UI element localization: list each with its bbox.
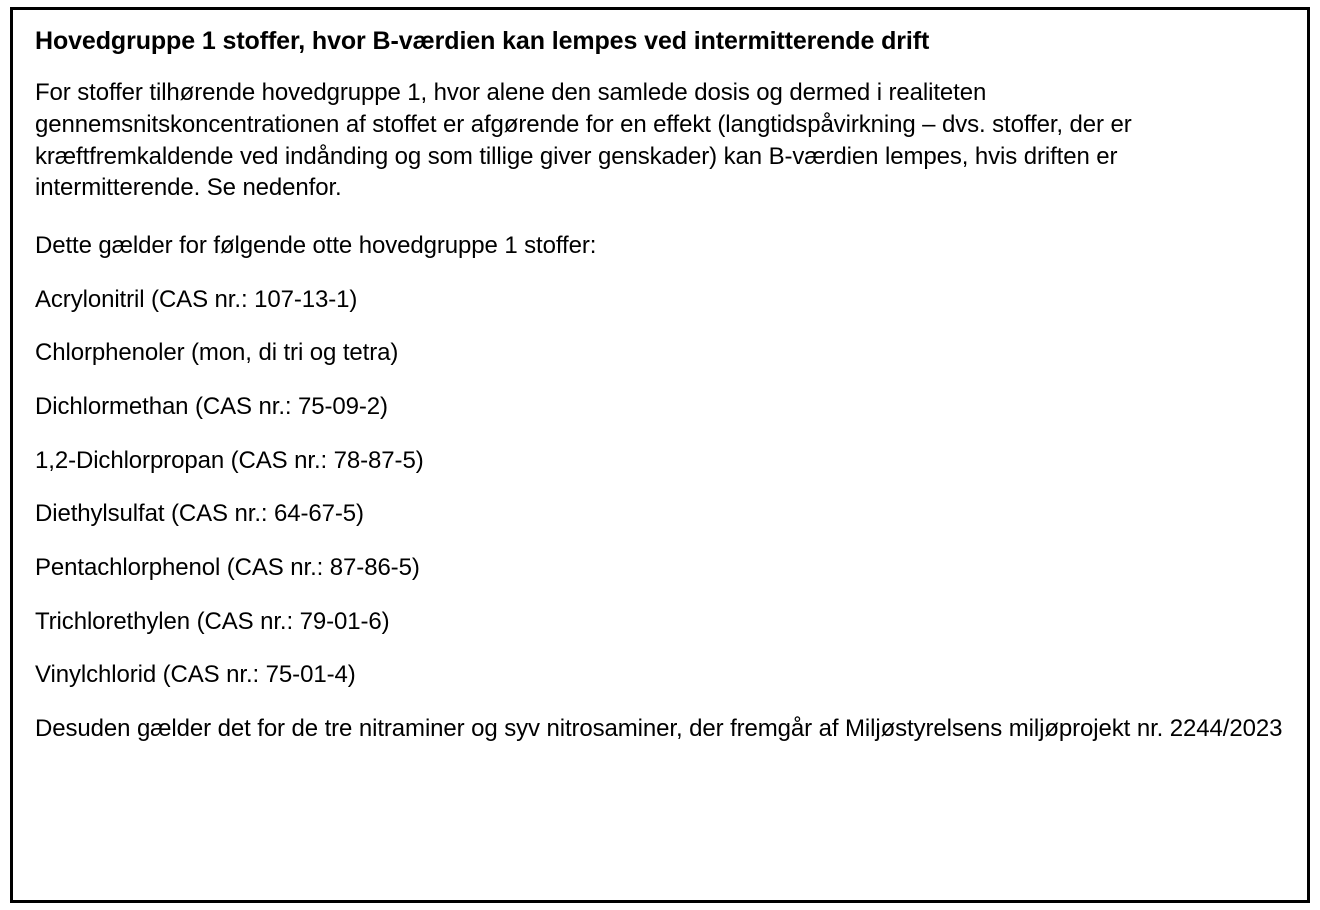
list-item: Pentachlorphenol (CAS nr.: 87-86-5) — [35, 553, 420, 581]
list-item: Chlorphenoler (mon, di tri og tetra) — [35, 339, 399, 367]
page-title: Hovedgruppe 1 stoffer, hvor B-værdien kan lempes ved intermitterende drift — [35, 27, 930, 55]
list-item: Trichlorethylen (CAS nr.: 79-01-6) — [35, 607, 390, 635]
list-item: Dichlormethan (CAS nr.: 75-09-2) — [35, 392, 388, 420]
closing-paragraph: Desuden gælder det for de tre nitraminer og syv nitrosaminer, der fremgår af Miljøstyrelsens miljøprojekt nr. 2244/2023 — [35, 714, 1283, 742]
substance-list — [35, 284, 1285, 691]
list-item: Diethylsulfat (CAS nr.: 64-67-5) — [35, 500, 364, 528]
list-item: Acrylonitril (CAS nr.: 107-13-1) — [35, 285, 358, 313]
list-item: 1,2-Dichlorpropan (CAS nr.: 78-87-5) — [35, 446, 424, 474]
intro-paragraph: For stoffer tilhørende hovedgruppe 1, hvor alene den samlede dosis og dermed i realiteten gennemsnitskoncentrationen af stoffet er afgørende for en effekt (langtidspåvirkning – dvs. stoffer, der er kræftfremkaldende ved indånding og som tillige giver genskader) kan B-værdien lempes, hvis driften er intermitterende. Se nedenfor. — [35, 79, 1132, 202]
list-item: Vinylchlorid (CAS nr.: 75-01-4) — [35, 661, 356, 689]
list-lead-paragraph: Dette gælder for følgende otte hovedgruppe 1 stoffer: — [35, 231, 597, 259]
document-text-box — [10, 7, 1310, 903]
